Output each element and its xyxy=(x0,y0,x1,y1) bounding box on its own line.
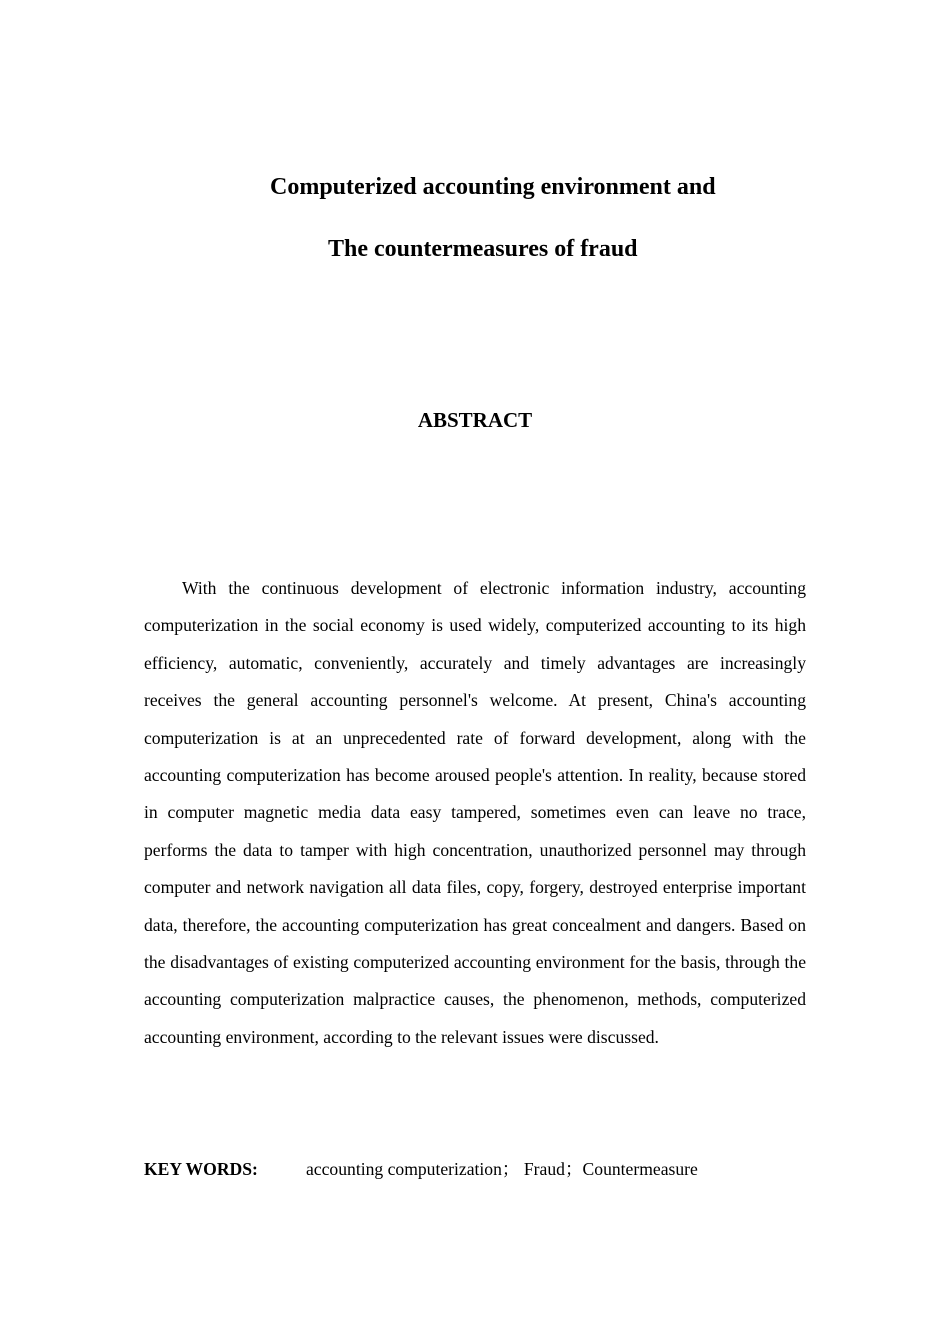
abstract-heading: ABSTRACT xyxy=(417,408,533,432)
keywords-label: KEY WORDS: xyxy=(144,1159,258,1179)
document-title-line-1: Computerized accounting environment and xyxy=(270,174,716,200)
keywords-line xyxy=(144,1153,844,1185)
document-title-line-2: The countermeasures of fraud xyxy=(328,236,638,262)
abstract-body: With the continuous development of electronic information industry, accounting computerization in the social economy is used widely, computerized accounting to its high efficiency, automatic, conveniently, accurately and timely advantages are increasingly receives the general accounting personnel's welcome. At present, China's accounting computerization is at an unprecedented rate of forward development, along with the accounting computerization has become aroused people's attention. In reality, because stored in computer magnetic media data easy tampered, sometimes even can leave no trace, performs the data to tamper with high concentration, unauthorized personnel may through computer and network navigation all data files, copy, forgery, destroyed enterprise important data, therefore, the accounting computerization has great concealment and dangers. Based on the disadvantages of existing computerized accounting environment for the basis, through the accounting computerization malpractice causes, the phenomenon, methods, computerized accounting environment, according to the relevant issues were discussed. xyxy=(144,578,806,1047)
keywords-value: accounting computerization； Fraud；Countermeasure xyxy=(306,1159,698,1179)
